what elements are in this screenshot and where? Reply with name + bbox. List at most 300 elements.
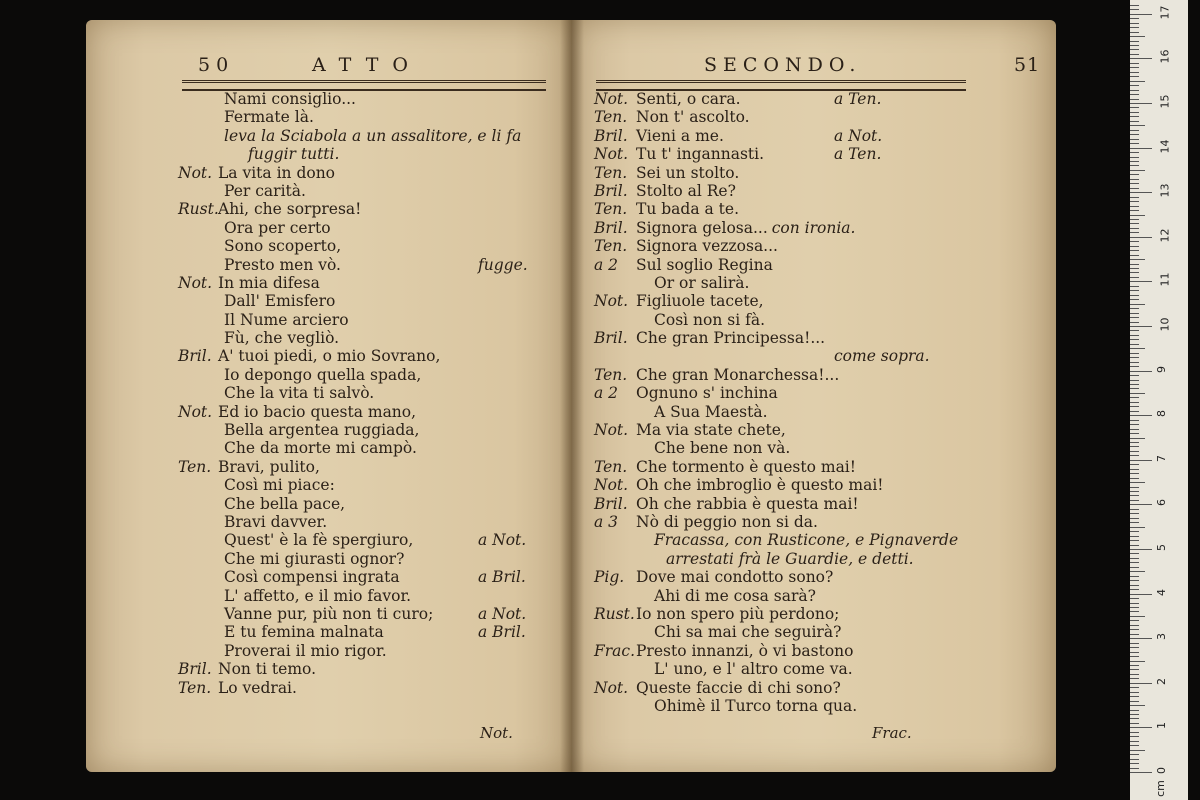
ruler-minor-tick [1130, 567, 1139, 568]
ruler-minor-tick [1130, 678, 1139, 679]
ruler-minor-tick [1130, 232, 1139, 233]
stage-direction: a Not. [478, 604, 527, 623]
text-line [178, 476, 558, 494]
ruler-number: 13 [1158, 183, 1172, 198]
ruler-minor-tick [1130, 696, 1139, 697]
verse-text: Oh che imbroglio è questo mai! [636, 476, 884, 495]
verse-text: Sei un stolto. [636, 163, 740, 182]
ruler-minor-tick [1130, 76, 1139, 77]
verse-text: Non ti temo. [218, 660, 317, 679]
ruler-minor-tick [1130, 344, 1139, 345]
verse-text: Che bene non và. [654, 439, 791, 458]
text-line [594, 513, 1034, 531]
ruler-minor-tick [1130, 571, 1145, 572]
text-line [594, 237, 1034, 255]
ruler-minor-tick [1130, 27, 1139, 28]
stage-direction: a Bril. [478, 568, 526, 587]
ruler-minor-tick [1130, 384, 1139, 385]
text-line [178, 347, 558, 365]
verse-text: Il Nume arciero [224, 310, 349, 329]
ruler-minor-tick [1130, 36, 1145, 37]
ruler-minor-tick [1130, 63, 1139, 64]
verse-text: Presto innanzi, ò vi bastono [636, 641, 854, 660]
ruler-minor-tick [1130, 397, 1139, 398]
ruler-minor-tick [1130, 41, 1139, 42]
ruler-minor-tick [1130, 598, 1139, 599]
speaker-label: Rust. [594, 604, 635, 623]
ruler-minor-tick [1130, 732, 1139, 733]
verse-text: Senti, o cara. [636, 90, 741, 108]
speaker-label: Bril. [594, 126, 628, 145]
ruler-minor-tick [1130, 750, 1145, 751]
ruler-minor-tick [1130, 23, 1139, 24]
ruler-unit: cm [1153, 780, 1167, 797]
ruler-minor-tick [1130, 85, 1139, 86]
text-line [178, 127, 558, 145]
verse-text: Fracassa, con Rusticone, e Pignaverde [654, 531, 959, 550]
ruler-minor-tick [1130, 250, 1139, 251]
verse-text: Per carità. [224, 181, 306, 200]
ruler-minor-tick [1130, 201, 1139, 202]
text-line [178, 421, 558, 439]
ruler-minor-tick [1130, 576, 1139, 577]
speaker-label: Not. [594, 145, 629, 164]
verse-text: Dove mai condotto sono? [636, 568, 834, 587]
ruler-minor-tick [1130, 442, 1139, 443]
text-line [178, 403, 558, 421]
ruler-minor-tick [1130, 714, 1139, 715]
text-line [178, 274, 558, 292]
verse-text: Nami consiglio... [224, 90, 356, 108]
verse-text: fuggir tutti. [248, 145, 340, 164]
ruler-minor-tick [1130, 446, 1139, 447]
text-line [594, 200, 1034, 218]
left-page [86, 20, 572, 772]
ruler-minor-tick [1130, 438, 1145, 439]
ruler-major-tick [1130, 683, 1152, 684]
text-line [594, 623, 1034, 641]
ruler-minor-tick [1130, 268, 1139, 269]
text-line [594, 256, 1034, 274]
ruler-minor-tick [1130, 518, 1139, 519]
verse-text: leva la Sciabola a un assalitore, e li fa [224, 126, 522, 145]
ruler-minor-tick [1130, 629, 1139, 630]
verse-text: Tu t' ingannasti. [636, 145, 765, 164]
verse-text: Oh che rabbia è questa mai! [636, 494, 859, 513]
ruler-minor-tick [1130, 763, 1139, 764]
ruler-major-tick [1130, 237, 1152, 238]
speaker-label: Pig. [594, 568, 625, 587]
text-line [178, 145, 558, 163]
ruler-minor-tick [1130, 393, 1145, 394]
text-line [594, 311, 1034, 329]
ruler-minor-tick [1130, 424, 1139, 425]
text-line [594, 568, 1034, 586]
verse-text: Che da morte mi campò. [224, 439, 417, 458]
verse-text: Ma via state chete, [636, 421, 786, 440]
speaker-label: Rust. [178, 200, 219, 219]
text-line [594, 458, 1034, 476]
verse-text: Così non si fà. [654, 310, 765, 329]
ruler-minor-tick [1130, 429, 1139, 430]
stage-direction: a Ten. [834, 90, 882, 108]
text-line [594, 531, 1034, 549]
ruler-minor-tick [1130, 165, 1139, 166]
ruler-minor-tick [1130, 553, 1139, 554]
ruler-minor-tick [1130, 692, 1139, 693]
ruler-number: 9 [1155, 365, 1168, 373]
ruler-major-tick [1130, 103, 1152, 104]
ruler-minor-tick [1130, 411, 1139, 412]
speaker-label: a 2 [594, 255, 619, 274]
verse-text: Ahi, che sorpresa! [218, 200, 362, 219]
ruler-minor-tick [1130, 67, 1139, 68]
ruler-minor-tick [1130, 94, 1139, 95]
speaker-label: Bril. [594, 329, 628, 348]
speaker-label: Not. [178, 402, 213, 421]
text-line [594, 366, 1034, 384]
ruler-minor-tick [1130, 81, 1145, 82]
verse-text: L' uno, e l' altro come va. [654, 660, 853, 679]
ruler-minor-tick [1130, 487, 1139, 488]
verse-text: Nò di peggio non si da. [636, 512, 818, 531]
text-line [178, 605, 558, 623]
ruler-number: 16 [1158, 49, 1172, 64]
verse-text: Lo vedrai. [218, 678, 297, 697]
verse-text: Presto men vò. [224, 255, 341, 274]
ruler-minor-tick [1130, 665, 1139, 666]
verse-text: Or or salirà. [654, 273, 750, 292]
speaker-label: Bril. [178, 347, 212, 366]
speaker-label: Ten. [594, 457, 628, 476]
verse-text: Bravi, pulito, [218, 457, 320, 476]
verse-text: Queste faccie di chi sono? [636, 678, 841, 697]
speaker-label: a 2 [594, 384, 619, 403]
ruler-major-tick [1130, 415, 1152, 416]
ruler-minor-tick [1130, 647, 1139, 648]
text-line [178, 108, 558, 126]
ruler-minor-tick [1130, 90, 1139, 91]
verse-text: Sono scoperto, [224, 237, 342, 256]
verse-text: Così compensi ingrata [224, 568, 400, 587]
text-line [178, 495, 558, 513]
text-line [594, 421, 1034, 439]
ruler-minor-tick [1130, 620, 1139, 621]
text-line [594, 550, 1034, 568]
text-line [178, 256, 558, 274]
text-line [178, 164, 558, 182]
stage-direction: a Ten. [834, 145, 882, 164]
text-line [178, 200, 558, 218]
ruler-minor-tick [1130, 49, 1139, 50]
verse-text: Dall' Emisfero [224, 292, 336, 311]
verse-text: Ognuno s' inchina [636, 384, 778, 403]
text-line [178, 623, 558, 641]
verse-text: Io non spero più perdono; [636, 604, 840, 623]
ruler-minor-tick [1130, 469, 1139, 470]
ruler-minor-tick [1130, 603, 1139, 604]
text-line [594, 108, 1034, 126]
verse-text: arrestati frà le Guardie, e detti. [666, 549, 914, 568]
ruler-number: 3 [1155, 633, 1168, 641]
ruler-minor-tick [1130, 718, 1139, 719]
ruler-minor-tick [1130, 464, 1139, 465]
ruler-minor-tick [1130, 197, 1139, 198]
text-line [594, 347, 1034, 365]
speaker-label: Bril. [178, 660, 212, 679]
text-line [178, 329, 558, 347]
ruler-minor-tick [1130, 206, 1139, 207]
verse-text: Figliuole tacete, [636, 292, 764, 311]
ruler-number: 0 [1155, 767, 1168, 774]
ruler-minor-tick [1130, 299, 1139, 300]
ruler-minor-tick [1130, 451, 1139, 452]
text-line [594, 384, 1034, 402]
ruler-minor-tick [1130, 313, 1139, 314]
ruler-major-tick [1130, 772, 1152, 773]
ruler-minor-tick [1130, 290, 1139, 291]
ruler-minor-tick [1130, 643, 1139, 644]
ruler-minor-tick [1130, 339, 1139, 340]
ruler-minor-tick [1130, 353, 1139, 354]
ruler-minor-tick [1130, 759, 1139, 760]
verse-text: La vita in dono [218, 163, 336, 182]
ruler-minor-tick [1130, 322, 1139, 323]
text-line [594, 495, 1034, 513]
speaker-label: Not. [594, 678, 629, 697]
text-line [178, 366, 558, 384]
text-line [178, 182, 558, 200]
verse-text: Ora per certo [224, 218, 331, 237]
ruler-minor-tick [1130, 736, 1139, 737]
text-line [594, 292, 1034, 310]
ruler-minor-tick [1130, 473, 1139, 474]
verse-text: Che bella pace, [224, 494, 346, 513]
verse-text: Signora vezzosa... [636, 237, 778, 256]
ruler-minor-tick [1130, 121, 1139, 122]
ruler-minor-tick [1130, 330, 1139, 331]
ruler-minor-tick [1130, 768, 1139, 769]
verse-text: A' tuoi piedi, o mio Sovrano, [218, 347, 441, 366]
ruler-major-tick [1130, 594, 1152, 595]
ruler-minor-tick [1130, 72, 1139, 73]
text-line [178, 568, 558, 586]
ruler-number: 7 [1155, 454, 1168, 462]
ruler-minor-tick [1130, 215, 1145, 216]
text-line [594, 145, 1034, 163]
speaker-label: Not. [594, 90, 629, 108]
text-line [594, 329, 1034, 347]
ruler-major-tick [1130, 727, 1152, 728]
speaker-label: Bril. [594, 218, 628, 237]
ruler-minor-tick [1130, 723, 1139, 724]
ruler-minor-tick [1130, 362, 1139, 363]
ruler-minor-tick [1130, 99, 1139, 100]
ruler-minor-tick [1130, 558, 1139, 559]
stage-direction: con ironia. [771, 218, 856, 237]
speaker-label: Ten. [594, 163, 628, 182]
measuring-ruler [1130, 0, 1188, 800]
ruler-number: 15 [1158, 94, 1172, 109]
ruler-minor-tick [1130, 210, 1139, 211]
ruler-minor-tick [1130, 161, 1139, 162]
ruler-minor-tick [1130, 616, 1145, 617]
ruler-number: 12 [1158, 228, 1172, 243]
verse-text: Proverai il mio rigor. [224, 641, 387, 660]
verse-text: Bella argentea ruggiada, [224, 421, 420, 440]
ruler-minor-tick [1130, 634, 1139, 635]
ruler-number: 4 [1155, 588, 1168, 596]
stage-direction: a Not. [834, 126, 883, 145]
ruler-minor-tick [1130, 357, 1139, 358]
verse-text: Vanne pur, più non ti curo; [224, 604, 434, 623]
text-line [178, 384, 558, 402]
ruler-minor-tick [1130, 223, 1139, 224]
ruler-number: 10 [1158, 317, 1172, 332]
stage-direction: fugge. [478, 255, 528, 274]
ruler-minor-tick [1130, 18, 1139, 19]
text-line [178, 458, 558, 476]
ruler-minor-tick [1130, 125, 1145, 126]
text-line [178, 660, 558, 678]
text-line [594, 164, 1034, 182]
verse-text: Che la vita ti salvò. [224, 384, 375, 403]
ruler-minor-tick [1130, 585, 1139, 586]
ruler-minor-tick [1130, 139, 1139, 140]
ruler-minor-tick [1130, 335, 1139, 336]
running-head-right: SECONDO. [704, 54, 862, 76]
running-head-left: ATTO [312, 54, 422, 76]
ruler-minor-tick [1130, 433, 1139, 434]
stage-direction: a Not. [478, 531, 527, 550]
speaker-label: Not. [178, 273, 213, 292]
ruler-major-tick [1130, 14, 1152, 15]
speaker-label: Ten. [594, 365, 628, 384]
verse-text: Chi sa mai che seguirà? [654, 623, 842, 642]
ruler-minor-tick [1130, 264, 1139, 265]
ruler-minor-tick [1130, 652, 1139, 653]
ruler-minor-tick [1130, 522, 1139, 523]
ruler-minor-tick [1130, 259, 1145, 260]
ruler-minor-tick [1130, 179, 1139, 180]
ruler-minor-tick [1130, 219, 1139, 220]
text-line [594, 660, 1034, 678]
ruler-minor-tick [1130, 710, 1139, 711]
ruler-minor-tick [1130, 317, 1139, 318]
ruler-major-tick [1130, 326, 1152, 327]
stage-direction: a Bril. [478, 623, 526, 642]
ruler-number: 1 [1155, 722, 1168, 730]
ruler-minor-tick [1130, 589, 1139, 590]
book-gutter [560, 20, 584, 772]
ruler-minor-tick [1130, 545, 1139, 546]
ruler-number: 17 [1158, 5, 1172, 20]
speaker-label: Frac. [594, 641, 636, 660]
ruler-minor-tick [1130, 388, 1139, 389]
text-line [178, 311, 558, 329]
ruler-minor-tick [1130, 540, 1139, 541]
verse-text: Quest' è la fè spergiuro, [224, 531, 414, 550]
text-line [594, 274, 1034, 292]
ruler-minor-tick [1130, 491, 1139, 492]
ruler-minor-tick [1130, 536, 1139, 537]
ruler-minor-tick [1130, 669, 1139, 670]
ruler-minor-tick [1130, 607, 1139, 608]
page-number-right: 51 [1014, 54, 1041, 76]
ruler-minor-tick [1130, 255, 1139, 256]
ruler-minor-tick [1130, 625, 1139, 626]
ruler-minor-tick [1130, 188, 1139, 189]
ruler-minor-tick [1130, 661, 1145, 662]
ruler-minor-tick [1130, 375, 1139, 376]
text-line [594, 182, 1034, 200]
verse-text: Vieni a me. [636, 126, 724, 145]
speaker-label: a 3 [594, 512, 619, 531]
verse-text: Che gran Principessa!... [636, 329, 826, 348]
verse-text: A Sua Maestà. [654, 402, 768, 421]
ruler-minor-tick [1130, 228, 1139, 229]
text-line [594, 90, 1034, 108]
speaker-label: Ten. [178, 678, 212, 697]
text-line [178, 219, 558, 237]
verse-text: In mia difesa [218, 273, 320, 292]
verse-text: L' affetto, e il mio favor. [224, 586, 412, 605]
verse-text: Fù, che vegliò. [224, 329, 340, 348]
ruler-minor-tick [1130, 745, 1139, 746]
catchword-right: Frac. [872, 724, 912, 742]
speaker-label: Bril. [594, 494, 628, 513]
verse-text: Ed io bacio questa mano, [218, 402, 417, 421]
verse-text: Che tormento è questo mai! [636, 457, 856, 476]
speaker-label: Ten. [178, 457, 212, 476]
text-line [594, 642, 1034, 660]
verse-text: Non t' ascolto. [636, 108, 750, 127]
ruler-minor-tick [1130, 482, 1145, 483]
left-text-block [178, 90, 558, 697]
ruler-minor-tick [1130, 406, 1139, 407]
text-line [594, 219, 1034, 237]
ruler-minor-tick [1130, 687, 1139, 688]
text-line [178, 679, 558, 697]
ruler-minor-tick [1130, 54, 1139, 55]
ruler-minor-tick [1130, 348, 1145, 349]
text-line [594, 587, 1034, 605]
ruler-minor-tick [1130, 107, 1139, 108]
ruler-number: 2 [1155, 677, 1168, 685]
ruler-minor-tick [1130, 500, 1139, 501]
verse-text: Che gran Monarchessa!... [636, 365, 840, 384]
ruler-minor-tick [1130, 308, 1139, 309]
ruler-minor-tick [1130, 513, 1139, 514]
ruler-minor-tick [1130, 580, 1139, 581]
ruler-major-tick [1130, 371, 1152, 372]
verse-text: Così mi piace: [224, 476, 335, 495]
ruler-minor-tick [1130, 45, 1139, 46]
verse-text: Signora gelosa... [636, 218, 768, 237]
ruler-minor-tick [1130, 705, 1145, 706]
ruler-minor-tick [1130, 157, 1139, 158]
ruler-minor-tick [1130, 527, 1145, 528]
ruler-major-tick [1130, 504, 1152, 505]
speaker-label: Bril. [594, 181, 628, 200]
ruler-minor-tick [1130, 112, 1139, 113]
ruler-minor-tick [1130, 304, 1145, 305]
text-line [178, 531, 558, 549]
ruler-minor-tick [1130, 366, 1139, 367]
verse-text: Tu bada a te. [636, 200, 739, 219]
speaker-label: Not. [594, 476, 629, 495]
text-line [594, 605, 1034, 623]
